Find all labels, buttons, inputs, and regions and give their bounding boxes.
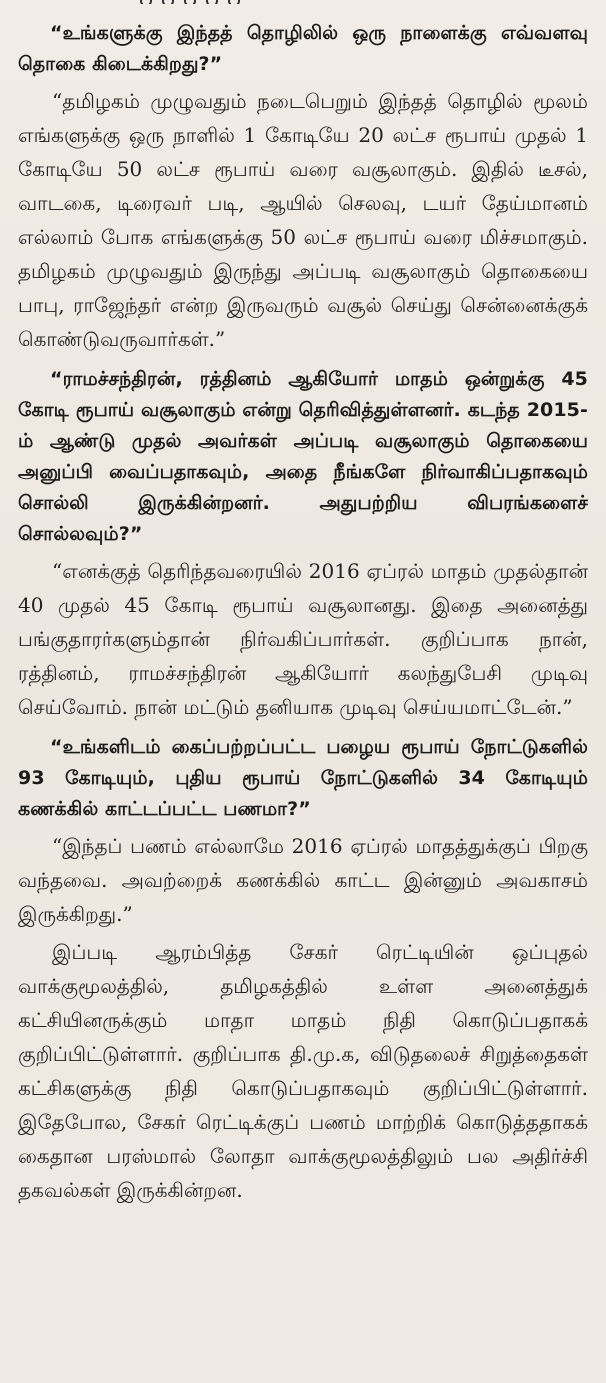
closing-paragraph: இப்படி ஆரம்பித்த சேகர் ரெட்டியின் ஒப்புதல் வாக்குமூலத்தில், தமிழகத்தில் உள்ள அனைத்துக் கட்சியினருக்கும் மாதா மாதம் நிதி கொடுப்பதாகக் குறிப்பிட்டுள்ளார். குறிப்பாக தி.மு.க, விடுதலைச் சிறுத்தைகள் கட்சிகளுக்கு நிதி கொடுப்பதாகவும் குறிப்பிட்டுள்ளார். இதேபோல, சேகர் ரெட்டிக்குப் பணம் மாற்றிக் கொடுத்ததாகக் கைதான பரஸ்மால் லோதா வாக்குமூலத்திலும் பல அதிர்ச்சி தகவல்கள் இருக்கின்றன.	[18, 940, 588, 1202]
question-3: “உங்களிடம் கைப்பற்றப்பட்ட பழைய ரூபாய் நோட்டுகளில் 93 கோடியும், புதிய ரூபாய் நோட்டுகளில் 34 கோடியும் கணக்கில் காட்டப்பட்ட பணமா?”	[18, 736, 588, 820]
question-1: “உங்களுக்கு இந்தத் தொழிலில் ஒரு நாளைக்கு எவ்வளவு தொகை கிடைக்கிறது?”	[18, 22, 588, 75]
answer-2: “எனக்குத் தெரிந்தவரையில் 2016 ஏப்ரல் மாதம் முதல்தான் 40 முதல் 45 கோடி ரூபாய் வசூலானது. இதை அனைத்து பங்குதாரர்களும்தான் நிர்வகிப்பார்கள். குறிப்பாக நான், ரத்தினம், ராமச்சந்திரன் ஆகியோர் கலந்துபேசி முடிவு செய்வோம். நான் மட்டும் தனியாக முடிவு செய்யமாட்டேன்.”	[18, 559, 588, 719]
answer-3: “இந்தப் பணம் எல்லாமே 2016 ஏப்ரல் மாதத்துக்குப் பிறகு வந்தவை. அவற்றைக் கணக்கில் காட்ட இன்னும் அவகாசம் இருக்கிறது.”	[18, 834, 588, 926]
cropped-text-fragment	[140, 0, 260, 4]
question-2: “ராமச்சந்திரன், ரத்தினம் ஆகியோர் மாதம் ஒன்றுக்கு 45 கோடி ரூபாய் வசூலாகும் என்று தெரிவித்துள்ளனர். கடந்த 2015-ம் ஆண்டு முதல் அவர்கள் அப்படி வசூலாகும் தொகையை அனுப்பி வைப்பதாகவும், அதை நீங்களே நிர்வாகிப்பதாகவும் சொல்லி இருக்கின்றனர். அதுபற்றிய விபரங்களைச் சொல்லவும்?”	[18, 368, 588, 545]
answer-1: “தமிழகம் முழுவதும் நடைபெறும் இந்தத் தொழில் மூலம் எங்களுக்கு ஒரு நாளில் 1 கோடியே 20 லட்ச ரூபாய் முதல் 1 கோடியே 50 லட்ச ரூபாய் வரை வசூலாகும். இதில் டீசல், வாடகை, டிரைவர் படி, ஆயில் செலவு, டயர் தேய்மானம் எல்லாம் போக எங்களுக்கு 50 லட்ச ரூபாய் வரை மிச்சமாகும். தமிழகம் முழுவதும் இருந்து அப்படி வசூலாகும் தொகையை பாபு, ராஜேந்தர் என்ற இருவரும் வசூல் செய்து சென்னைக்குக் கொண்டுவருவார்கள்.”	[18, 89, 588, 351]
